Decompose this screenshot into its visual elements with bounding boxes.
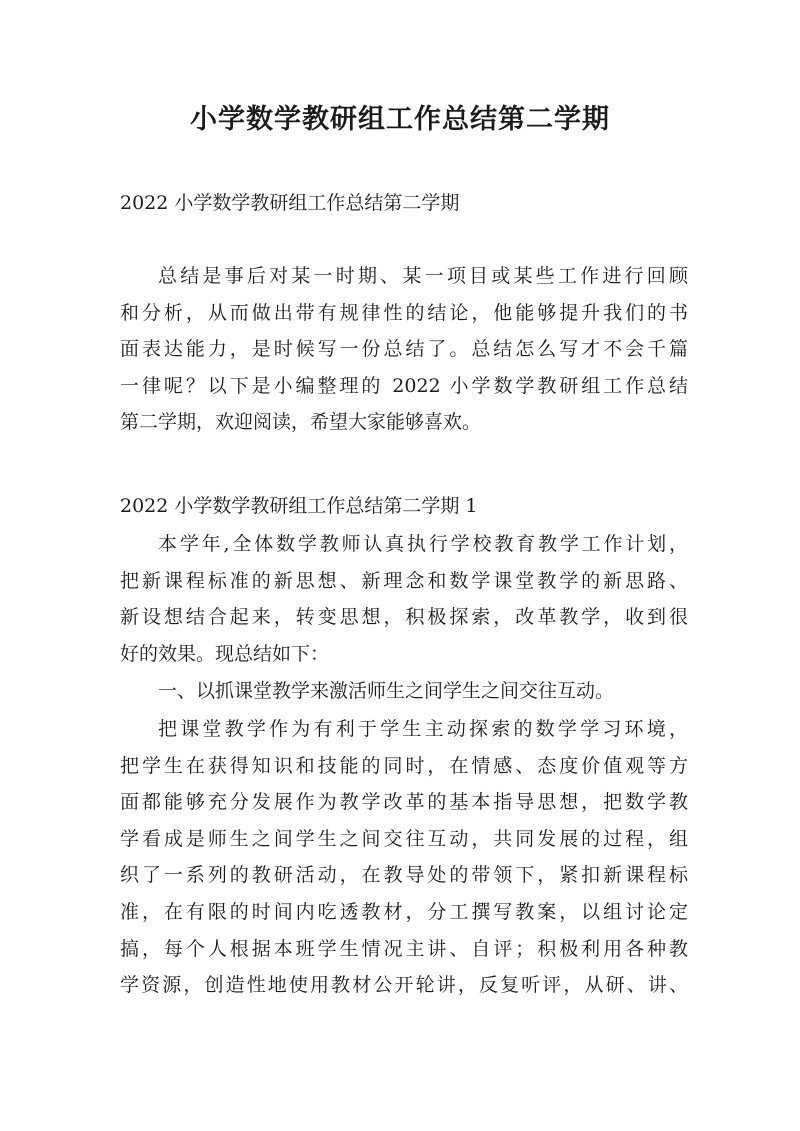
- paragraph-line: 准，在有限的时间内吃透教材，分工撰写教案，以组讨论定: [120, 900, 688, 923]
- paragraph-line: 把学生在获得知识和技能的同时，在情感、态度价值观等方: [120, 754, 688, 777]
- intro-line: 面表达能力，是时候写一份总结了。总结怎么写才不会千篇: [120, 338, 688, 361]
- paragraph-line: 把课堂教学作为有利于学生主动探索的数学学习环境，: [158, 718, 688, 740]
- point-heading-1: 一、以抓课堂教学来激活师生之间学生之间交往互动。: [158, 680, 615, 702]
- paragraph-line: 把新课程标准的新思想、新理念和数学课堂教学的新思路、: [120, 569, 688, 592]
- section-paragraph-2: [120, 711, 688, 1004]
- intro-line: 一律呢？以下是小编整理的 2022 小学数学教研组工作总结: [120, 374, 688, 397]
- intro-line: 和分析，从而做出带有规律性的结论，他能够提升我们的书: [120, 301, 688, 324]
- document-title: 小学数学教研组工作总结第二学期: [190, 104, 610, 135]
- paragraph-line: 新设想结合起来，转变思想，积极探索，改革教学，收到很: [120, 606, 688, 629]
- paragraph-line: 本学年,全体数学教师认真执行学校教育教学工作计划，: [158, 533, 688, 555]
- intro-line: 总结是事后对某一时期、某一项目或某些工作进行回顾: [158, 265, 688, 287]
- paragraph-line: 好的效果。现总结如下：: [120, 642, 330, 665]
- paragraph-line: 学资源，创造性地使用教材公开轮讲，反复听评，从研、讲、: [120, 974, 688, 997]
- section-paragraph-1: [120, 526, 688, 672]
- paragraph-line: 搞，每个人根据本班学生情况主讲、自评；积极利用各种教: [120, 937, 688, 960]
- paragraph-line: 学看成是师生之间学生之间交往互动，共同发展的过程，组: [120, 827, 688, 850]
- paragraph-line: 面都能够充分发展作为教学改革的基本指导思想，把数学教: [120, 791, 688, 814]
- intro-paragraph: [120, 258, 688, 441]
- intro-line: 第二学期，欢迎阅读，希望大家能够喜欢。: [120, 411, 482, 434]
- paragraph-line: 织了一系列的教研活动，在教导处的带领下，紧扣新课程标: [120, 864, 688, 887]
- document-subtitle: 2022 小学数学教研组工作总结第二学期: [120, 192, 460, 214]
- section-heading: 2022 小学数学教研组工作总结第二学期 1: [120, 495, 478, 517]
